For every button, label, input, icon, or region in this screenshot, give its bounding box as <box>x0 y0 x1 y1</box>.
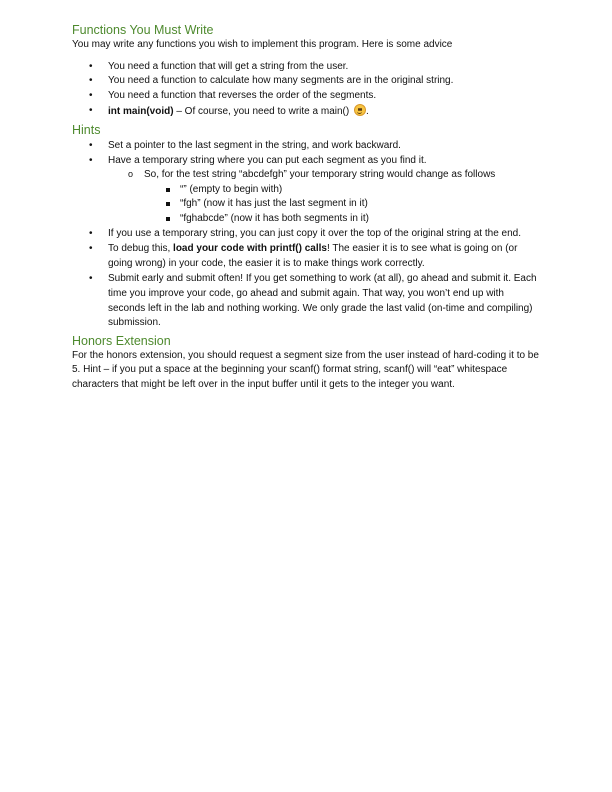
hint-text: Have a temporary string where you can put each segment as you find it. <box>108 154 427 166</box>
list-item: • You need a function that will get a string from the user. <box>72 60 542 75</box>
main-description: – Of course, you need to write a main() <box>173 106 352 118</box>
list-item-main <box>72 104 542 120</box>
list-item: • Submit early and submit often! If you get something to work (at all), go ahead and submit it. Each time you improve your code, go ahead and submit again. That way, you won’t end up with seconds left in the lab and nothing working. We only grade the last valid (on-time and compiling) submission. <box>72 272 542 330</box>
sub-sub-list-item: “fghabcde” (now it has both segments in it) <box>144 212 542 227</box>
functions-intro: You may write any functions you wish to implement this program. Here is some advice <box>72 39 453 50</box>
list-item: • You need a function to calculate how many segments are in the original string. <box>72 74 542 89</box>
sub-list-item <box>108 168 542 226</box>
sub-sub-list-item: “fgh” (now it has just the last segment in it) <box>144 197 542 212</box>
honors-body: For the honors extension, you should request a segment size from the user instead of hard-coding it to be 5. Hint – if you put a space at the beginning your scanf() format string, scanf() will “eat” whitespace characters that might be left over in the input buffer until it gets to the integer you want. <box>72 349 539 390</box>
list-item-debug <box>72 242 542 271</box>
debug-bold: load your code with printf() calls <box>173 243 327 255</box>
main-period: . <box>365 106 369 118</box>
list-item: • If you use a temporary string, you can just copy it over the top of the original string at the end. <box>72 227 542 242</box>
hints-subsublist <box>144 183 542 227</box>
document-page <box>72 22 542 392</box>
functions-list <box>72 60 542 120</box>
sub-sub-list-item: “” (empty to begin with) <box>144 183 542 198</box>
list-item-temporary-string <box>72 154 542 227</box>
smiley-emoji-icon <box>354 104 366 116</box>
functions-heading: Functions You Must Write <box>72 23 214 37</box>
list-item: • You need a function that reverses the order of the segments. <box>72 89 542 104</box>
list-item: • Set a pointer to the last segment in the string, and work backward. <box>72 139 542 154</box>
debug-post: ! The easier it is to see what is going on (or going wrong) in your code, the easier it is to make things work correctly. <box>108 243 518 269</box>
hints-sublist <box>108 168 542 226</box>
hints-list <box>72 139 542 331</box>
sub-hint-text: So, for the test string “abcdefgh” your temporary string would change as follows <box>144 169 496 181</box>
honors-heading: Honors Extension <box>72 333 171 348</box>
debug-pre: To debug this, <box>108 243 174 255</box>
main-signature: int main(void) <box>108 106 174 118</box>
hints-heading: Hints <box>72 122 101 137</box>
